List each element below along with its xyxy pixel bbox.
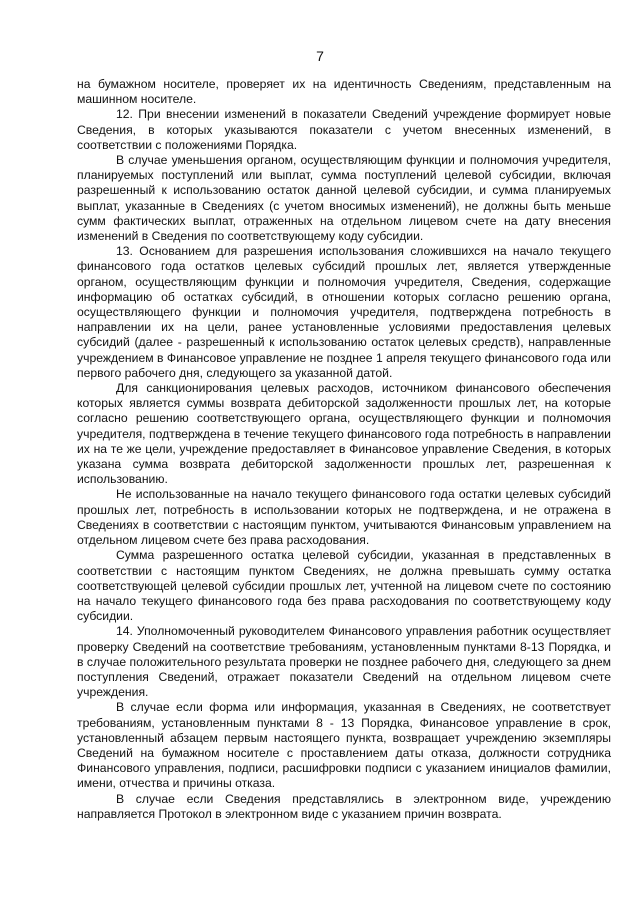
paragraph-item-14: 14. Уполномоченный руководителем Финансового управления работник осуществляет проверку Сведений на соответствие требованиям, установленным пунктами 8-13 Порядка, и в случае положительного результата проверки не позднее рабочего дня, следующего за днем поступления Сведений, отражает показатели Сведений на отдельном лицевом счете учреждения. (77, 624, 611, 700)
paragraph-item-13-unused: Не использованные на начало текущего финансового года остатки целевых субсидий прошлых лет, потребность в использовании которых не подтверждена, и не отражена в Сведениях в соответствии с настоящим пунктом, учитываются Финансовым управлением на отдельном лицевом счете без права расходования. (77, 487, 611, 548)
page-number: 7 (316, 48, 324, 64)
paragraph-item-13: 13. Основанием для разрешения использования сложившихся на начало текущего финансового года остатков целевых субсидий прошлых лет, является утвержденные органом, осуществляющим функции и полномочия учредителя, Сведения, содержащие информацию об остатках субсидий, в отношении которых согласно решению органа, осуществляющего функции и полномочия учредителя, подтверждена потребность в направлении их на цели, ранее установленные условиями предоставления целевых субсидий (далее - разрешенный к использованию остаток целевых средств), направленные учреждением в Финансовое управление не позднее 1 апреля текущего финансового года или первого рабочего дня, следующего за указанной датой. (77, 244, 611, 380)
paragraph-item-12-reduction: В случае уменьшения органом, осуществляющим функции и полномочия учредителя, планируемых поступлений или выплат, сумма поступлений целевой субсидии, включая разрешенный к использованию остаток данной целевой субсидии, и сумма планируемых выплат, указанные в Сведениях (с учетом вносимых изменений), не должны быть меньше сумм фактических выплат, отраженных на отдельном лицевом счете на дату внесения изменений в Сведения по соответствующему коду субсидии. (77, 153, 611, 244)
paragraph-item-13-limit: Сумма разрешенного остатка целевой субсидии, указанная в представленных в соответствии с настоящим пунктом Сведениях, не должна превышать сумму остатка соответствующей целевой субсидии прошлых лет, учтенной на лицевом счете по состоянию на начало текущего финансового года без права расходования по соответствующему коду субсидии. (77, 548, 611, 624)
paragraph-item-13-receivables: Для санкционирования целевых расходов, источником финансового обеспечения которых является суммы возврата дебиторской задолженности прошлых лет, на которые согласно решению соответствующего органа, осуществляющего функции и полномочия учредителя, подтверждена в течение текущего финансового года потребность в направлении их на те же цели, учреждение предоставляет в Финансовое управление Сведения, в которых указана сумма возврата дебиторской задолженности прошлых лет, разрешенная к использованию. (77, 381, 611, 487)
paragraph-item-14-electronic: В случае если Сведения представлялись в электронном виде, учреждению направляется Протокол в электронном виде с указанием причин возврата. (77, 791, 611, 821)
paragraph-continuation: на бумажном носителе, проверяет их на идентичность Сведениям, представленным на машинном носителе. (77, 77, 611, 107)
paragraph-item-14-refusal: В случае если форма или информация, указанная в Сведениях, не соответствует требованиям, установленным пунктами 8 - 13 Порядка, Финансовое управление в срок, установленный абзацем первым настоящего пункта, возвращает учреждению экземпляры Сведений на бумажном носителе с проставлением даты отказа, должности сотрудника Финансового управления, подписи, расшифровки подписи с указанием инициалов фамилии, имени, отчества и причины отказа. (77, 700, 611, 791)
document-body (77, 77, 611, 822)
paragraph-item-12: 12. При внесении изменений в показатели Сведений учреждение формирует новые Сведения, в которых указываются показатели с учетом внесенных изменений, в соответствии с положениями Порядка. (77, 107, 611, 152)
